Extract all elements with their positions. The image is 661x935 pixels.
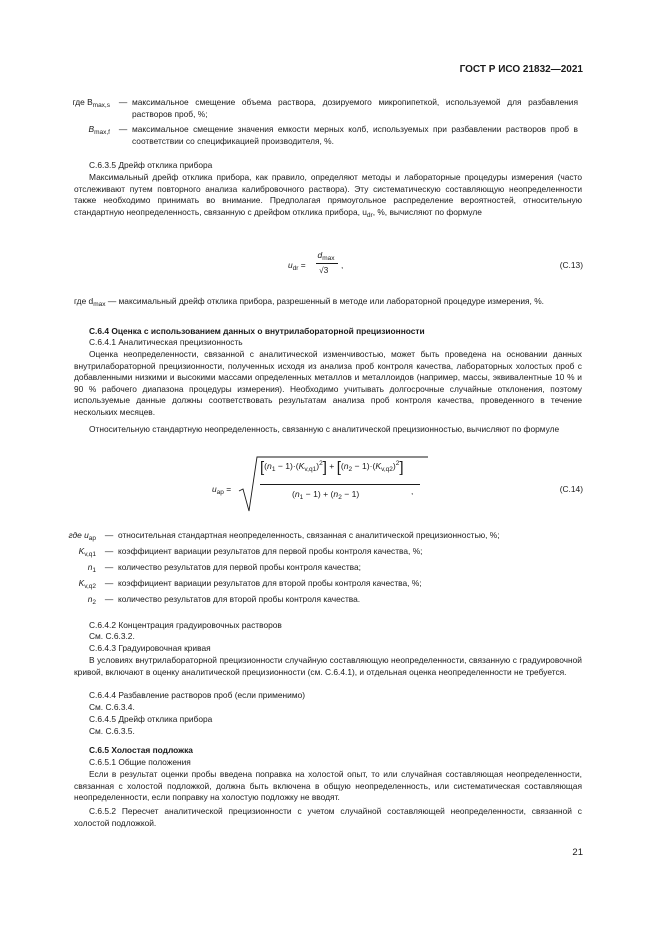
definition-text: количество результатов для первой пробы контроля качества; [118, 562, 362, 572]
section-heading-c64: С.6.4 Оценка с использованием данных о внутрилабораторной прецизионности [89, 326, 425, 336]
eq14-one: 1 [361, 461, 367, 471]
definition-text: максимальное смещение объема раствора, дозируемого микропипеткой, используемой для разбавления растворов проб, %; [132, 97, 578, 119]
eq14-dot: · [292, 461, 296, 471]
where-subscript: max [93, 301, 106, 308]
equation-c13 [288, 250, 368, 282]
eq14-equals: = [226, 484, 232, 494]
definition-text: максимальное смещение значения емкости мерных колб, используемых при разбавлении растворов проб в соответствии со спецификацией производителя, %. [132, 124, 578, 146]
paragraph-c644: См. С.6.3.4. [89, 702, 135, 712]
eq14-square: 2 [319, 460, 323, 467]
definition-symbol: n [87, 594, 93, 604]
definition-subscript: 1 [92, 567, 96, 574]
subsection-heading-c645: С.6.4.5 Дрейф отклика прибора [89, 714, 213, 724]
definition-subscript: 2 [92, 599, 96, 606]
definition-row [48, 124, 588, 147]
paragraph-c651: Если в результат оценки пробы введена поправка на холостой опыт, то или случайная составляющая неопределенности, связанная с холостой подложкой, должна быть включена в общую неопределенность, или систематическая составляющая неопределенности, если поправку на холостую подложку не вводят. [74, 769, 582, 802]
paragraph-c645: См. С.6.3.5. [89, 726, 135, 736]
eq13-lhs: u [288, 260, 293, 270]
paragraph-text: Максимальный дрейф отклика прибора, как правило, определяют методы и лабораторные процедуры измерения (часто отслеживают путем повторного анализа калибровочного раствора). Эту систематическую составляющую неопределенности также необходимо принимать во внимание. Предполагая прямоугольное распределение вероятностей, относительную стандартную неопределенность, связанную с дрейфом отклика прибора, u [74, 172, 582, 217]
definition-text: коэффициент вариации результатов для второй пробы контроля качества, %; [118, 578, 422, 588]
section-heading-c65: С.6.5 Холостая подложка [89, 745, 193, 755]
paragraph-c635 [74, 172, 582, 218]
definition-symbol: B [88, 124, 95, 134]
section-heading-c635: С.6.3.5 Дрейф отклика прибора [89, 160, 213, 170]
equation-c14 [212, 455, 432, 515]
definition-row [40, 530, 585, 542]
definition-row [40, 594, 585, 606]
paragraph-c635-where [74, 296, 582, 308]
definition-symbol: K [78, 546, 85, 556]
eq14-minus: − [344, 489, 350, 499]
paragraph-c641-formula-intro: Относительную стандартную неопределенность, связанную с аналитической прецизионностью, вычисляют по формуле [89, 424, 560, 434]
eq14-k1-sub: v,q1 [304, 466, 317, 473]
eq14-minus: − [354, 461, 360, 471]
eq14-n2-sub: 2 [348, 466, 353, 473]
subsection-heading-c643: С.6.4.3 Градуировочная кривая [89, 643, 211, 653]
paragraph-c641: Оценка неопределенности, связанной с аналитической изменчивостью, может быть проведена на основании данных внутрилабораторной прецизионности, полученных исходя из анализа проб контроля качества, лабораторных холостых проб с добавленными низкими и высокими массами определенных металлов и металлоидов (например, массы, эквивалентные 10 % и 90 % рабочего диапазона процедуры измерения). Необходимо учитывать долгосрочные случайные отклонения, поэтому используемые данные должны соответствовать результатам анализа проб контроля качества, проведенного в течение нескольких месяцев. [74, 349, 582, 417]
eq14-lhs-sub: ap [216, 489, 224, 496]
definition-row [40, 562, 585, 574]
definition-subscript: v,q1 [84, 551, 96, 558]
subsection-heading-c644: С.6.4.4 Разбавление растворов проб (если применимо) [89, 690, 306, 700]
eq14-square: 2 [395, 460, 400, 467]
definition-row [40, 546, 585, 558]
definition-subscript: max,s [92, 102, 110, 109]
subsection-heading-c641: С.6.4.1 Аналитическая прецизионность [89, 337, 243, 347]
eq14-n1-sub: 1 [299, 494, 304, 501]
eq13-comma: , [341, 260, 344, 270]
fraction-line [316, 263, 338, 264]
definition-subscript: ap [88, 535, 96, 542]
eq14-n1-sub: 1 [271, 466, 276, 473]
paragraph-c652: С.6.5.2 Пересчет аналитической прецизионности с учетом случайной составляющей неопределенности, связанной с холостой подложкой. [74, 806, 582, 828]
definition-dash: — [104, 562, 114, 572]
equation-number-c14: (С.14) [559, 484, 583, 494]
subsection-heading-c642: С.6.4.2 Концентрация градуировочных растворов [89, 620, 282, 630]
definition-row [48, 97, 588, 120]
definition-text: относительная стандартная неопределенность, связанная с аналитической прецизионностью, %; [118, 530, 500, 540]
eq14-dot: · [369, 461, 373, 471]
definition-symbol: где u [68, 530, 89, 540]
document-header: ГОСТ Р ИСО 21832—2021 [459, 64, 583, 75]
eq13-lhs-sub: dr [292, 265, 299, 272]
definition-dash: — [118, 124, 128, 134]
definition-text: коэффициент вариации результатов для первой пробы контроля качества, %; [118, 546, 423, 556]
eq14-one: 1 [351, 489, 357, 499]
definition-dash: — [104, 546, 114, 556]
definition-subscript: v,q2 [84, 583, 96, 590]
eq14-k2: K [375, 461, 382, 471]
eq14-k1: K [298, 461, 305, 471]
eq14-n2: n [333, 489, 339, 499]
definition-symbol: где B [72, 97, 93, 107]
definition-dash: — [104, 578, 114, 588]
paragraph-c643: В условиях внутрилабораторной прецизионности случайную составляющую неопределенности, связанную с градуировочной кривой, включают в оценку аналитической прецизионности (см. С.6.4.1), и отдельная оценка неопределенности не требуется. [74, 655, 582, 677]
definition-dash: — [104, 594, 114, 604]
definition-text: количество результатов для второй пробы контроля качества. [118, 594, 361, 604]
definition-symbol: n [87, 562, 93, 572]
eq13-numerator: d [317, 250, 323, 260]
eq14-k2-sub: v,q2 [381, 466, 393, 473]
eq14-numerator: $[(n_1 - 1)\cdot(K_{v,q1})^2] + [(n_2 - 1)\cdot(K_{v,q2})^2]$ [260, 459, 404, 476]
subsection-heading-c651: С.6.5.1 Общие положения [89, 757, 191, 767]
eq14-n1: n [294, 489, 300, 499]
paragraph-tail: , %, вычисляют по формуле [372, 206, 482, 217]
eq14-one: 1 [313, 489, 318, 499]
eq13-equals: = [300, 260, 306, 270]
eq14-minus: − [277, 461, 283, 471]
definition-symbol: K [78, 578, 85, 588]
definition-dash: — [118, 97, 128, 107]
eq14-denominator: $(n_1 - 1) + (n_2 - 1)$ [292, 489, 360, 501]
eq14-n1: n [267, 461, 272, 471]
eq14-plus: + [323, 489, 329, 499]
eq14-plus: + [329, 461, 335, 471]
where-text: — максимальный дрейф отклика прибора, разрешенный в методе или лабораторной процедуре измерения, %. [105, 296, 544, 306]
eq14-comma: , [411, 486, 414, 496]
definition-row [40, 578, 585, 590]
definition-dash: — [104, 530, 114, 540]
definition-subscript: max,f [94, 129, 110, 136]
eq14-lhs: u [212, 484, 217, 494]
fraction-line [260, 484, 420, 485]
eq13-numerator-sub: max [322, 255, 335, 262]
equation-number-c13: (С.13) [559, 260, 583, 270]
eq13-denominator: √3 [319, 265, 329, 275]
page-number: 21 [572, 847, 583, 858]
eq14-minus: − [305, 489, 311, 499]
where-prefix: где d [74, 296, 94, 306]
paragraph-subscript: dr [366, 211, 373, 219]
eq14-n2-sub: 2 [338, 494, 342, 501]
eq14-n2: n [343, 461, 349, 471]
paragraph-c642: См. С.6.3.2. [89, 631, 135, 641]
eq14-one: 1 [285, 461, 291, 471]
